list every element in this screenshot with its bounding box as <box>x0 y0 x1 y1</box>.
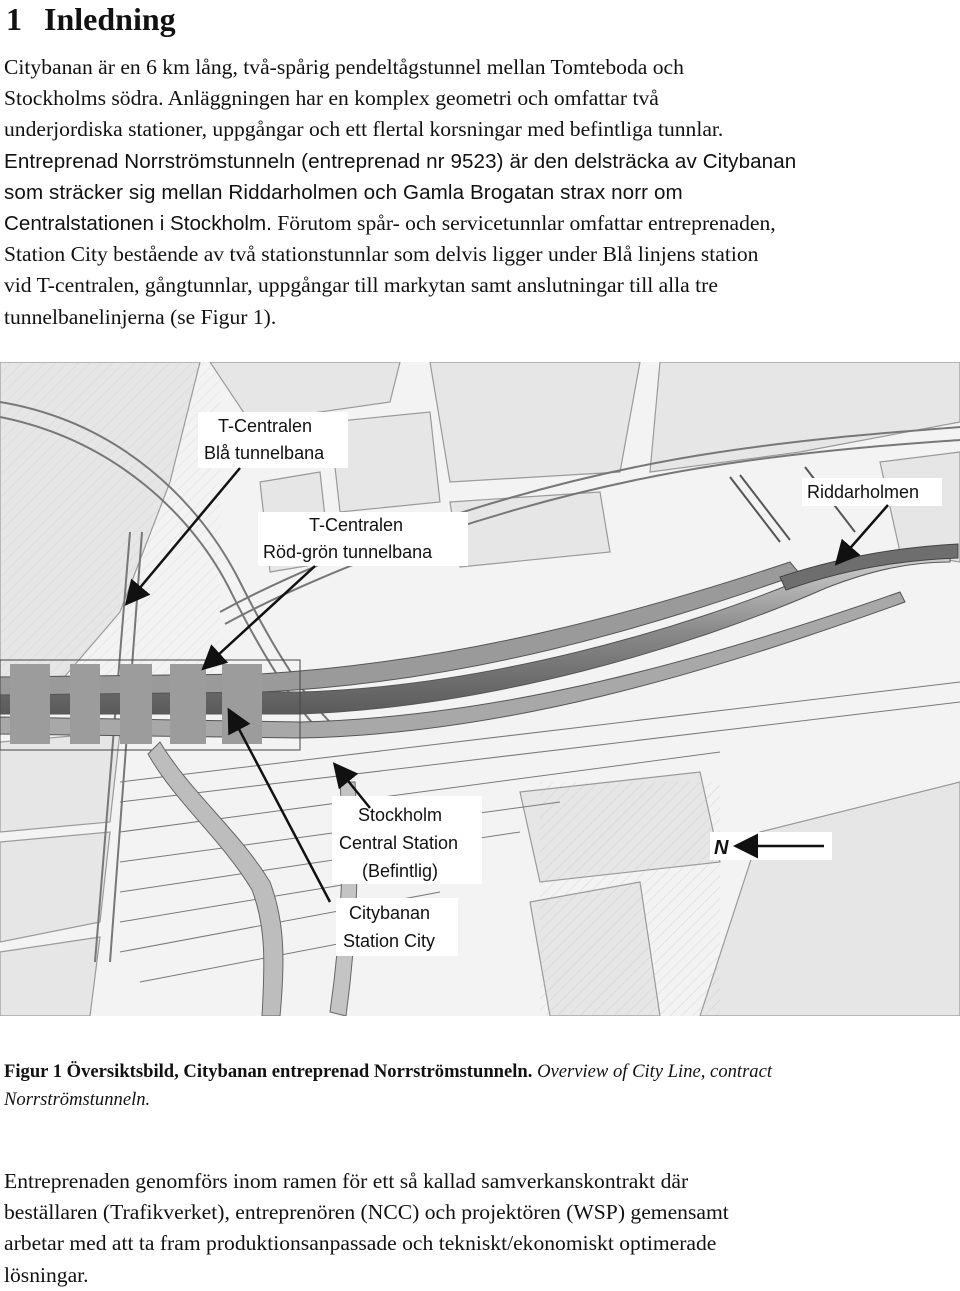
intro-line: vid T-centralen, gångtunnlar, uppgångar till markytan samt anslutningar till alla tre <box>4 273 718 298</box>
label-t-centralen-rod-gron <box>258 512 468 566</box>
label-text: Station City <box>343 931 436 951</box>
label-text: Riddarholmen <box>807 482 920 502</box>
closing-line: arbetar med att ta fram produktionsanpassade och tekniskt/ekonomiskt optimerade <box>4 1231 717 1256</box>
section-number: 1 <box>6 1 22 37</box>
intro-line: Centralstationen i Stockholm. <box>4 212 272 236</box>
intro-line: Station City bestående av två stationstunnlar som delvis ligger under Blå linjens station <box>4 242 759 267</box>
intro-line: Entreprenad Norrströmstunneln (entreprenad nr 9523) är den delsträcka av Citybanan <box>4 149 797 173</box>
caption-bold: Figur 1 Översiktsbild, Citybanan entreprenad Norrströmstunneln. <box>4 1061 533 1082</box>
label-text: Röd-grön tunnelbana <box>263 542 433 562</box>
overview-map <box>0 362 960 1016</box>
intro-line: som sträcker sig mellan Riddarholmen och Gamla Brogatan strax norr om <box>4 180 683 204</box>
label-citybanan-station-city <box>336 898 458 956</box>
intro-line: tunnelbanelinjerna (se Figur 1). <box>4 304 277 329</box>
intro-line-mixed <box>4 208 954 239</box>
closing-line: beställaren (Trafikverket), entreprenören (NCC) och projektören (WSP) gemensamt <box>4 1200 729 1225</box>
figure-caption <box>4 1058 954 1114</box>
caption-italic: Overview of City Line, contract <box>532 1061 773 1082</box>
label-text: Stockholm <box>358 805 443 825</box>
intro-line: Förutom spår- och servicetunnlar omfattar entreprenaden, <box>271 211 776 236</box>
label-text: T-Centralen <box>309 515 404 535</box>
intro-paragraph <box>4 52 954 333</box>
label-text: T-Centralen <box>218 416 313 436</box>
intro-line: Stockholms södra. Anläggningen har en komplex geometri och omfattar två <box>4 86 659 111</box>
caption-italic: Norrströmstunneln. <box>4 1089 151 1110</box>
north-label: N <box>714 837 729 859</box>
label-text: Citybanan <box>349 903 431 923</box>
section-heading <box>6 0 176 38</box>
intro-line: Citybanan är en 6 km lång, två-spårig pendeltågstunnel mellan Tomteboda och <box>4 55 684 79</box>
intro-line: underjordiska stationer, uppgångar och ett flertal korsningar med befintliga tunnlar. <box>4 117 724 142</box>
label-riddarholmen <box>802 478 942 506</box>
label-text: Blå tunnelbana <box>204 443 325 463</box>
overview-map-figure <box>0 362 960 1016</box>
label-t-centralen-bla <box>198 412 348 468</box>
closing-line: lösningar. <box>4 1262 89 1287</box>
section-title: Inledning <box>44 1 176 37</box>
label-stockholm-central <box>332 796 482 884</box>
closing-paragraph <box>4 1166 954 1291</box>
label-text: (Befintlig) <box>362 861 439 881</box>
map-hatch-area <box>540 782 720 1016</box>
closing-line: Entreprenaden genomförs inom ramen för ett så kallad samverkanskontrakt där <box>4 1169 689 1193</box>
north-arrow <box>710 832 832 860</box>
label-text: Central Station <box>339 833 459 853</box>
